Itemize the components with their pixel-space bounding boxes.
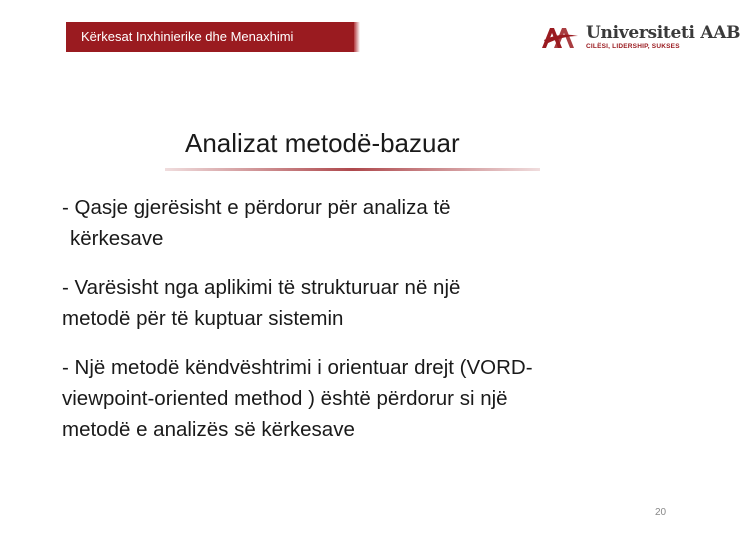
bullet-line: kërkesave (70, 227, 164, 250)
header-bar (66, 22, 354, 52)
bullet-line: - Një metodë këndvështrimi i orientuar drejt (VORD- (62, 356, 533, 379)
logo-tagline: CILËSI, LIDERSHIP, SUKSES (586, 43, 680, 50)
bullet-item (62, 352, 682, 445)
slide-number: 20 (655, 507, 667, 518)
slide-title: Analizat metodë-bazuar (185, 128, 460, 158)
title-underline (165, 168, 540, 171)
bullet-line: metodë e analizës së kërkesave (62, 418, 355, 441)
logo-name: Universiteti AAB (586, 23, 740, 43)
logo-mark-icon (540, 22, 580, 52)
bullet-item (62, 272, 682, 334)
course-title: Kërkesat Inxhinierike dhe Menaxhimi (81, 29, 294, 44)
bullet-line: viewpoint-oriented method ) është përdorur si një (62, 387, 508, 410)
bullet-list (62, 192, 682, 445)
bullet-line: - Varësisht nga aplikimi të strukturuar në një (62, 276, 461, 299)
university-logo (540, 22, 740, 52)
bullet-line: - Qasje gjerësisht e përdorur për analiza të (62, 196, 451, 219)
bullet-item (62, 192, 682, 254)
bullet-line: metodë për të kuptuar sistemin (62, 307, 344, 330)
